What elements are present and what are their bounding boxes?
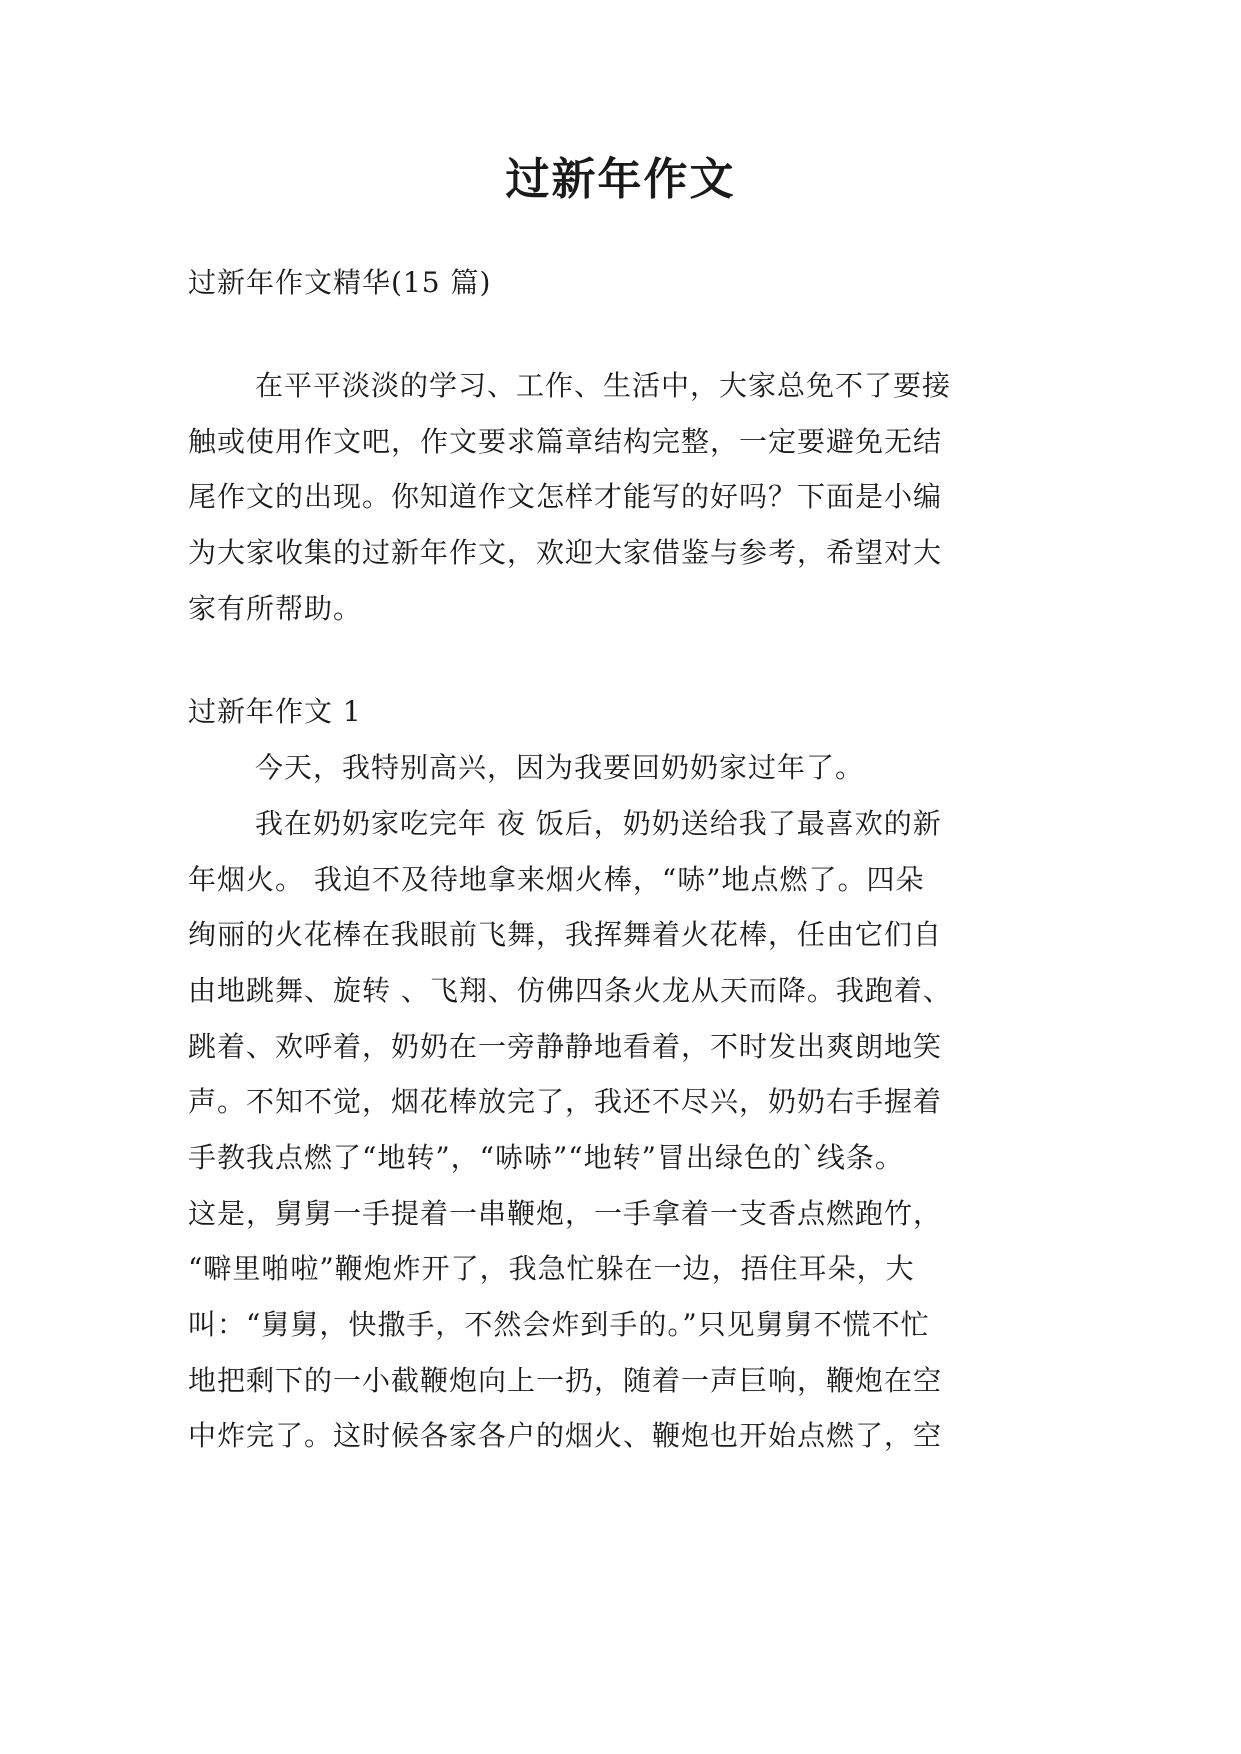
intro-line: 家有所帮助。 <box>188 592 363 625</box>
intro-line: 在平平淡淡的学习、工作、生活中，大家总免不了要接 <box>255 369 952 402</box>
paragraph-line: 叫：“舅舅，快撒手，不然会炸到手的。”只见舅舅不慌不忙 <box>188 1308 930 1341</box>
paragraph-line: 绚丽的火花棒在我眼前飞舞，我挥舞着火花棒，任由它们自 <box>188 918 943 951</box>
paragraph-line: 跳着、欢呼着，奶奶在一旁静静地看着，不时发出爽朗地笑 <box>188 1030 943 1063</box>
intro-line: 尾作文的出现。你知道作文怎样才能写的好吗？下面是小编 <box>188 480 943 513</box>
paragraph-line: 中炸完了。这时候各家各户的烟火、鞭炮也开始点燃了，空 <box>188 1419 943 1452</box>
paragraph-line: 由地跳舞、旋转 、飞翔、仿佛四条火龙从天而降。我跑着、 <box>188 974 952 1007</box>
intro-line: 为大家收集的过新年作文，欢迎大家借鉴与参考，希望对大 <box>188 536 943 569</box>
paragraph-line: “噼里啪啦”鞭炮炸开了，我急忙躲在一边，捂住耳朵，大 <box>188 1252 915 1285</box>
document-subtitle: 过新年作文精华(15 篇) <box>188 266 492 299</box>
paragraph-line: 我在奶奶家吃完年 夜 饭后，奶奶送给我了最喜欢的新 <box>255 807 942 840</box>
paragraph-line: 地把剩下的一小截鞭炮向上一扔，随着一声巨响，鞭炮在空 <box>188 1364 943 1397</box>
paragraph-line: 年烟火。 我迫不及待地拿来烟火棒，“哧”地点燃了。四朵 <box>188 863 925 896</box>
intro-line: 触或使用作文吧，作文要求篇章结构完整，一定要避免无结 <box>188 425 943 458</box>
paragraph-line: 手教我点燃了“地转”，“哧哧”“地转”冒出绿色的`线条。 <box>188 1141 904 1174</box>
page-title: 过新年作文 <box>505 154 736 205</box>
paragraph-line: 今天，我特别高兴，因为我要回奶奶家过年了。 <box>255 751 865 784</box>
section-heading: 过新年作文 1 <box>188 695 362 728</box>
paragraph-line: 声。不知不觉，烟花棒放完了，我还不尽兴，奶奶右手握着 <box>188 1085 943 1118</box>
paragraph-line: 这是，舅舅一手提着一串鞭炮，一手拿着一支香点燃跑竹， <box>188 1197 943 1230</box>
